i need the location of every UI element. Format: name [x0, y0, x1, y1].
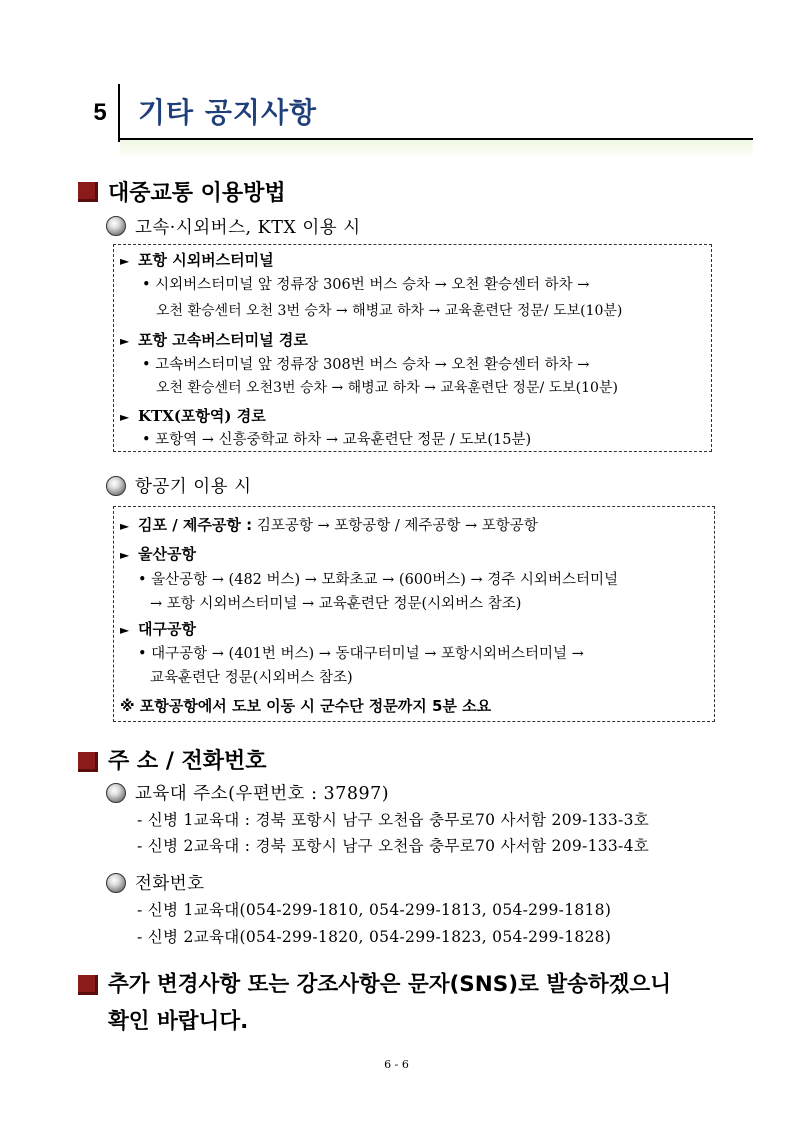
route-line: 오천 환승센터 오천3번 승차 → 해병교 하차 → 교육훈련단 정문/ 도보(10분) — [156, 380, 618, 396]
route-line: 오천 환승센터 오천 3번 승차 → 해병교 하차 → 교육훈련단 정문/ 도보(10분) — [156, 303, 623, 319]
route-line: • 시외버스터미널 앞 정류장 306번 버스 승차 → 오천 환승센터 하차 → — [142, 277, 590, 293]
triangle-right-icon: ► — [120, 410, 130, 424]
gimpo-route: ► 김포 / 제주공항 : 김포공항 → 포항공항 / 제주공항 → 포항공항 — [120, 516, 538, 534]
circle-bullet-icon — [106, 873, 126, 893]
airport-box — [113, 506, 715, 722]
square-bullet-icon — [78, 975, 98, 995]
triangle-right-icon: ► — [120, 254, 130, 268]
square-bullet-icon — [78, 182, 98, 202]
circle-bullet-icon — [106, 216, 126, 236]
circle-bullet-icon — [106, 783, 126, 803]
route-heading: ► 울산공항 — [120, 545, 196, 563]
route-line: → 포항 시외버스터미널 → 교육훈련단 정문(시외버스 참조) — [150, 596, 522, 612]
subsection-title-bus-ktx: 고속·시외버스, KTX 이용 시 — [135, 218, 361, 238]
address-line: - 신병 1교육대 : 경북 포항시 남구 오천읍 충무로70 사서함 209-133-3호 — [137, 811, 650, 829]
subsection-title-phone: 전화번호 — [135, 874, 205, 894]
square-bullet-icon — [78, 752, 98, 772]
bus-ktx-box — [113, 244, 712, 452]
route-heading: ► 대구공항 — [120, 620, 196, 638]
phone-line: - 신병 1교육대(054-299-1810, 054-299-1813, 054-299-1818) — [137, 901, 612, 919]
route-heading: ► KTX(포항역) 경로 — [120, 407, 266, 425]
route-line: • 울산공항 → (482 버스) → 모화초교 → (600버스) → 경주 시외버스터미널 — [138, 572, 618, 588]
walking-note: ※ 포항공항에서 도보 이동 시 군수단 정문까지 5분 소요 — [120, 697, 492, 715]
address-line: - 신병 2교육대 : 경북 포항시 남구 오천읍 충무로70 사서함 209-133-4호 — [137, 837, 650, 855]
circle-bullet-icon — [106, 476, 126, 496]
page-number: 6 - 6 — [384, 1058, 409, 1071]
route-heading: ► 포항 고속버스터미널 경로 — [120, 331, 308, 349]
route-line: • 대구공항 → (401번 버스) → 동대구터미널 → 포항시외버스터미널 → — [138, 646, 584, 662]
route-line: • 고속버스터미널 앞 정류장 308번 버스 승차 → 오천 환승센터 하차 → — [142, 357, 590, 373]
chapter-title: 기타 공지사항 — [138, 96, 318, 129]
notice-line: 확인 바랍니다. — [108, 1009, 249, 1034]
route-line: • 포항역 → 신흥중학교 하차 → 교육훈련단 정문 / 도보(15분) — [142, 432, 532, 448]
section-title-transport: 대중교통 이용방법 — [108, 181, 286, 206]
notice-line: 추가 변경사항 또는 강조사항은 문자(SNS)로 발송하겠으니 — [108, 972, 671, 997]
chapter-number: 5 — [93, 99, 107, 126]
section-title-address-phone: 주 소 / 전화번호 — [108, 749, 267, 774]
subsection-title-airport: 항공기 이용 시 — [135, 477, 252, 497]
subsection-title-address: 교육대 주소(우편번호 : 37897) — [135, 784, 390, 804]
triangle-right-icon: ► — [120, 519, 130, 533]
phone-line: - 신병 2교육대(054-299-1820, 054-299-1823, 054-299-1828) — [137, 928, 612, 946]
route-heading: ► 포항 시외버스터미널 — [120, 251, 274, 269]
triangle-right-icon: ► — [120, 548, 130, 562]
header-band — [120, 140, 753, 156]
triangle-right-icon: ► — [120, 623, 130, 637]
route-line: 교육훈련단 정문(시외버스 참조) — [150, 670, 353, 686]
triangle-right-icon: ► — [120, 334, 130, 348]
header-divider — [118, 84, 120, 142]
